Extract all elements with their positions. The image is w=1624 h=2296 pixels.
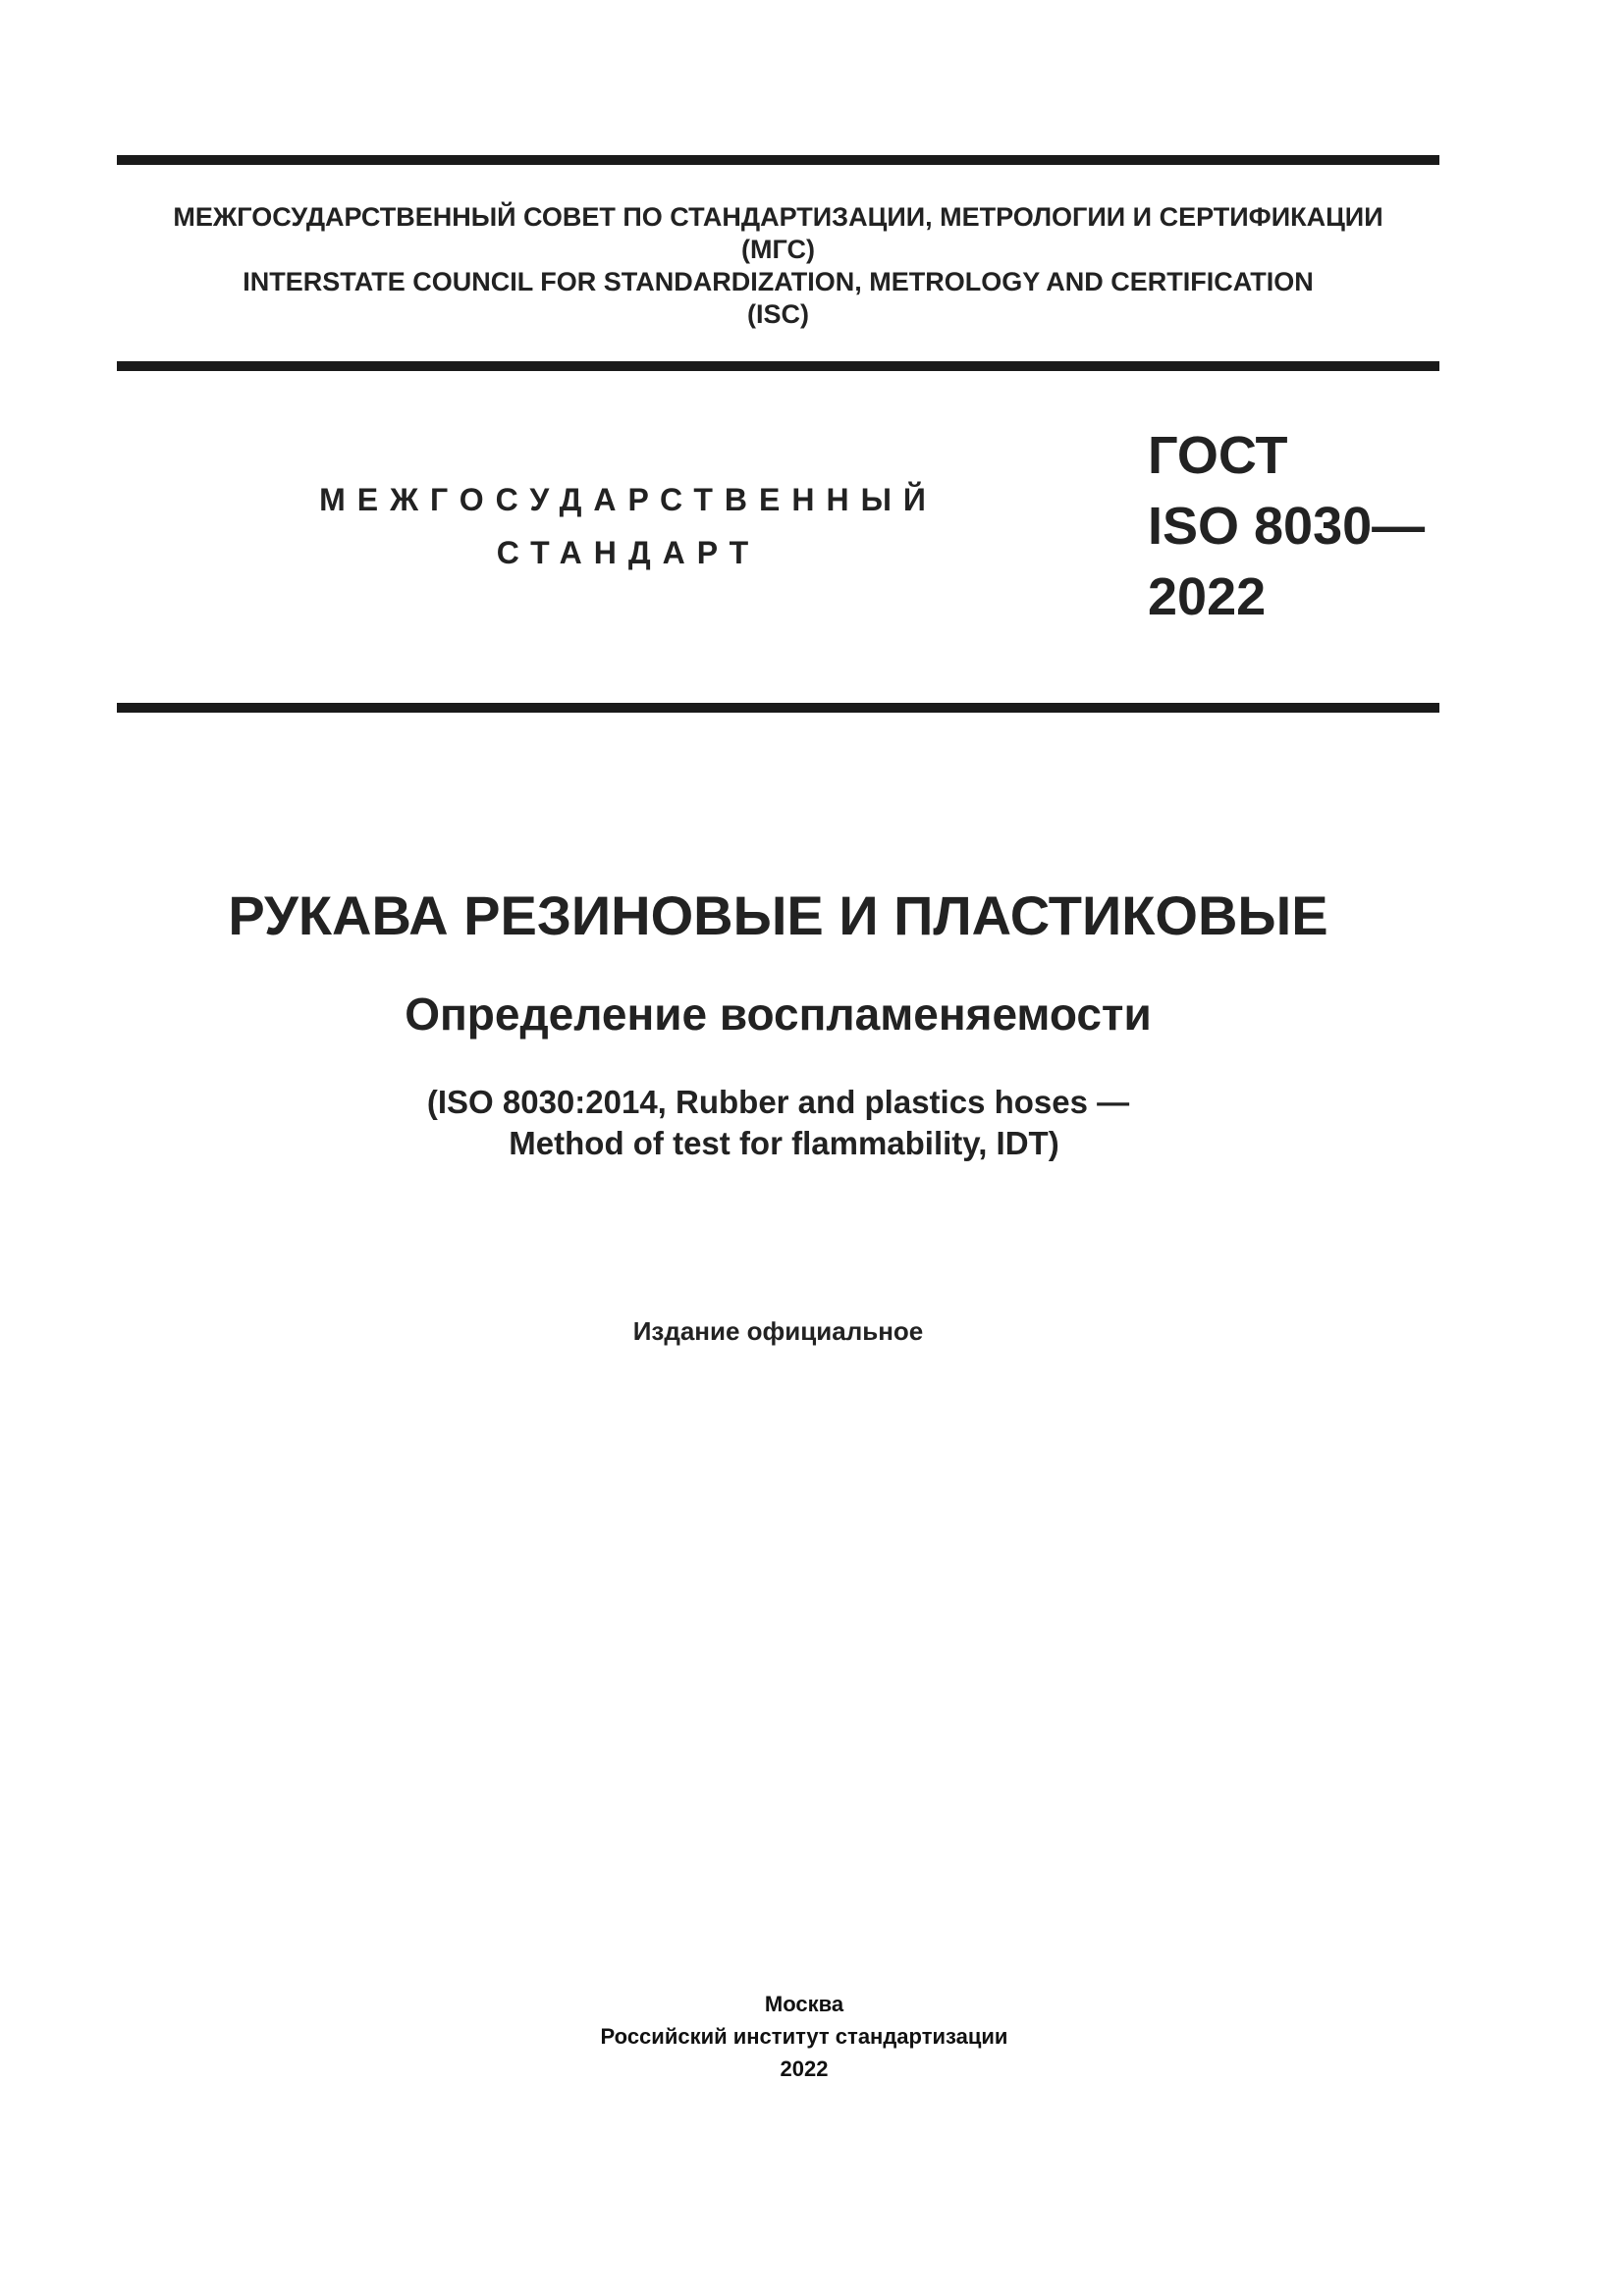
gost-line-3: 2022: [1148, 567, 1267, 626]
council-abbr-ru: (МГС): [741, 235, 815, 264]
council-header: [117, 201, 1439, 331]
standard-type-line-1: МЕЖГОСУДАРСТВЕННЫЙ: [319, 482, 938, 517]
publisher-year: 2022: [780, 2056, 829, 2081]
iso-reference: [117, 1082, 1439, 1164]
council-name-en: INTERSTATE COUNCIL FOR STANDARDIZATION, METROLOGY AND CERTIFICATION: [243, 267, 1314, 296]
document-subtitle: Определение воспламеняемости: [405, 988, 1152, 1040]
gost-designation: [1148, 420, 1425, 632]
gost-line-1: ГОСТ: [1148, 426, 1288, 485]
edition-label: Издание официальное: [632, 1316, 924, 1346]
standard-type: [285, 473, 972, 579]
top-rule: [117, 155, 1439, 165]
publisher-institute: Российский институт стандартизации: [600, 2024, 1008, 2049]
council-name-ru: МЕЖГОСУДАРСТВЕННЫЙ СОВЕТ ПО СТАНДАРТИЗАЦИИ, МЕТРОЛОГИИ И СЕРТИФИКАЦИИ: [173, 202, 1383, 232]
publisher-block: [313, 1988, 1295, 2085]
header-bottom-rule: [117, 361, 1439, 371]
iso-reference-line-1: (ISO 8030:2014, Rubber and plastics hoses —: [426, 1084, 1130, 1120]
iso-reference-line-2: Method of test for flammability, IDT): [509, 1125, 1059, 1161]
standard-bottom-rule: [117, 703, 1439, 713]
standard-type-line-2: СТАНДАРТ: [496, 535, 761, 570]
publisher-city: Москва: [764, 1992, 844, 2016]
gost-line-2: ISO 8030—: [1148, 497, 1426, 556]
document-title: РУКАВА РЕЗИНОВЫЕ И ПЛАСТИКОВЫЕ: [228, 884, 1328, 946]
council-abbr-en: (ISC): [747, 299, 809, 329]
